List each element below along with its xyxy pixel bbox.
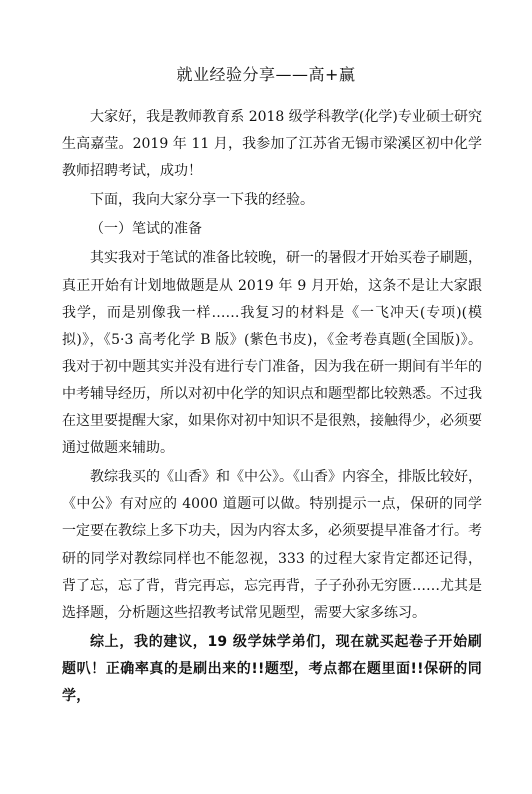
paragraph-education-materials: 教综我买的《山香》和《中公》。《山香》内容全，排版比较好，《中公》有对应的 4000 道题可以做。特别提示一点，保研的同学一定要在教综上多下功夫，因为内容太多，必须要提早准备才行。考研的同学对教综同样也不能忽视，333 的过程大家肯定都还记得，背了忘，忘了背，背完再忘，忘完再背，子子孙孙无穷匮……尤其是选择题，分析题这些招教考试常见题型，需要大家多练习。 bbox=[62, 469, 482, 621]
paragraph-transition: 下面，我向大家分享一下我的经验。 bbox=[90, 192, 314, 209]
paragraph-intro: 大家好，我是教师教育系 2018 级学科教学(化学)专业硕士研究生高嘉莹。2019 年 11 月，我参加了江苏省无锡市梁溪区初中化学教师招聘考试，成功！ bbox=[62, 109, 482, 180]
document-body bbox=[62, 104, 482, 712]
document-title: 就业经验分享——高+赢 bbox=[176, 65, 356, 84]
paragraph-summary-advice: 综上，我的建议，19 级学妹学弟们，现在就买起卷子开始刷题叭！正确率真的是刷出来的!!题型，考点都在题里面!!保研的同学， bbox=[62, 633, 482, 704]
section-heading-written-exam: （一）笔试的准备 bbox=[90, 221, 202, 238]
paragraph-written-exam-prep: 其实我对于笔试的准备比较晚，研一的暑假才开始买卷子刷题，真正开始有计划地做题是从 2019 年 9 月开始，这条不是让大家跟我学，而是别像我一样……我复习的材料是《一飞冲天(专项)(模拟)》，《5·3 高考化学 B 版》(紫色书皮)，《金考卷真题(全国版)》。我对于初中题其实并没有进行专门准备，因为我在研一期间有半年的中考辅导经历，所以对初中化学的知识点和题型都比较熟悉。不过我在这里要提醒大家，如果你对初中知识不是很熟，接触得少，必须要通过做题来辅助。 bbox=[62, 250, 482, 457]
